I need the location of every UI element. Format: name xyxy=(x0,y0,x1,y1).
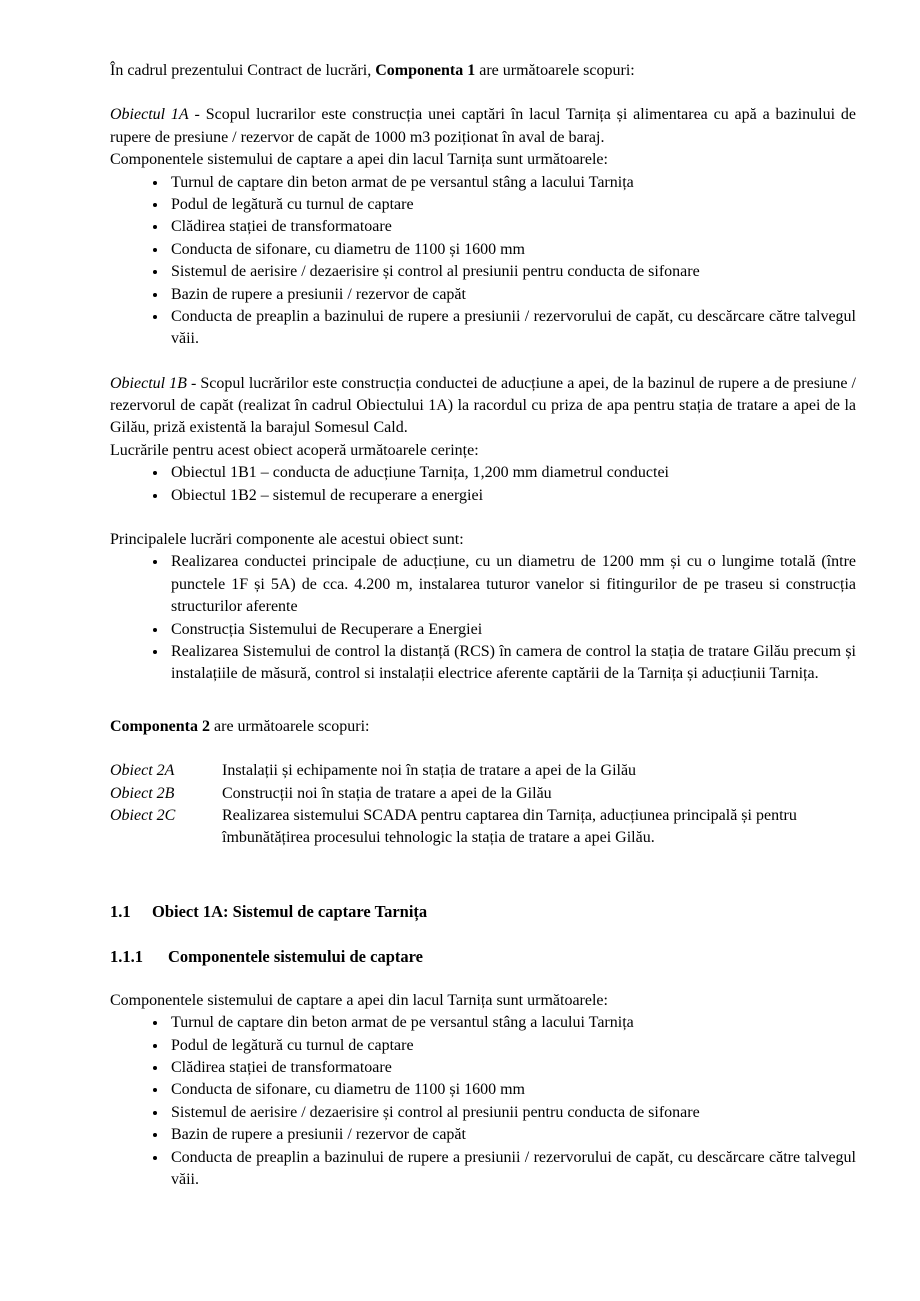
list-item: • Realizarea Sistemului de control la distanță (RCS) în camera de control la stația de tratare Gilău precum și instalațiile de măsură, control si instalații electrice aferente captării de la Tarnița și aducțiunii Tarnița. xyxy=(168,641,856,686)
list-item: • Turnul de captare din beton armat de pe versantul stâng a lacului Tarnița xyxy=(168,172,856,194)
obiect-1a-lead: Componentele sistemului de captare a apei din lacul Tarnița sunt următoarele: xyxy=(110,151,608,169)
list-item: • Clădirea stației de transformatoare xyxy=(168,216,856,238)
list-item: • Sistemul de aerisire / dezaerisire și control al presiunii pentru conducta de sifonare xyxy=(168,1102,856,1124)
list-item: • Conducta de preaplin a bazinului de rupere a presiunii / rezervorului de capăt, cu descărcare către talvegul văii. xyxy=(168,1147,856,1192)
obiect-2c-label: Obiect 2C xyxy=(110,806,176,824)
spacer xyxy=(110,686,856,716)
list-item: • Bazin de rupere a presiunii / rezervor de capăt xyxy=(168,1124,856,1146)
section-number: 1.1.1 xyxy=(110,946,143,966)
intro-text-post: are următoarele scopuri: xyxy=(475,62,635,79)
list-item: • Turnul de captare din beton armat de pe versantul stâng a lacului Tarnița xyxy=(168,1012,856,1034)
spacer xyxy=(110,923,856,945)
componenta-2-paragraph xyxy=(110,716,856,738)
table-row xyxy=(110,783,856,805)
list-item: • Realizarea conductei principale de aducțiune, cu un diametru de 1200 mm și cu o lungime totală (între punctele 1F și 5A) de cca. 4.200 m, instalarea tuturor vanelor si fitingurilor de pe traseu si construcția structurilor aferente xyxy=(168,551,856,618)
componenta-2-table xyxy=(110,760,856,850)
obiect-2b-label: Obiect 2B xyxy=(110,784,175,802)
obiect-1b-paragraph xyxy=(110,373,856,440)
spacer xyxy=(110,738,856,760)
list-item: • Bazin de rupere a presiunii / rezervor de capăt xyxy=(168,284,856,306)
obiect-1a-bullet-list xyxy=(110,172,856,351)
table-row xyxy=(110,805,856,850)
obiect-1a-paragraph xyxy=(110,104,856,149)
intro-paragraph xyxy=(110,60,856,82)
componenta-2-text-post: are următoarele scopuri: xyxy=(210,717,370,735)
obiect-1a-label: Obiectul 1A xyxy=(110,106,189,124)
list-item: • Construcția Sistemului de Recuperare a Energiei xyxy=(168,619,856,641)
intro-text-pre: În cadrul prezentului Contract de lucrări, xyxy=(110,62,376,79)
principale-bullet-list xyxy=(110,551,856,685)
spacer xyxy=(110,82,856,104)
list-item: • Conducta de preaplin a bazinului de rupere a presiunii / rezervorului de capăt, cu descărcare către talvegul văii. xyxy=(168,306,856,351)
captare-bullet-list xyxy=(110,1012,856,1191)
list-item: • Obiectul 1B1 – conducta de aducțiune Tarnița, 1,200 mm diametrul conductei xyxy=(168,462,856,484)
obiect-2a-text: Instalații și echipamente noi în stația de tratare a apei de la Gilău xyxy=(222,762,637,780)
spacer xyxy=(110,507,856,529)
spacer xyxy=(110,850,856,900)
obiect-1a-text: - Scopul lucrarilor este construcția unei captări în lacul Tarnița și alimentarea cu apă a bazinului de rupere de presiune / rezervor de capăt de 1000 m3 poziționat în aval de baraj. xyxy=(110,106,856,146)
obiect-1b-text: - Scopul lucrărilor este construcția conductei de aducțiune a apei, de la bazinul de rupere a de presiune / rezervorul de capăt (realizat în cadrul Obiectului 1A) la racordul cu priza de apa pentru stația de tratare a apei de la Gilău, priză existentă la barajul Somesul Cald. xyxy=(110,374,856,437)
section-heading-1-1 xyxy=(110,900,856,923)
spacer xyxy=(110,968,856,990)
list-item: • Sistemul de aerisire / dezaerisire și control al presiunii pentru conducta de sifonare xyxy=(168,261,856,283)
componenta-1-label: Componenta 1 xyxy=(375,62,476,79)
obiect-1b-lead: Lucrările pentru acest obiect acoperă următoarele cerințe: xyxy=(110,441,479,459)
obiect-2a-label: Obiect 2A xyxy=(110,762,175,780)
section-number: 1.1 xyxy=(110,901,131,921)
spacer xyxy=(110,351,856,373)
obiect-2c-text: Realizarea sistemului SCADA pentru captarea din Tarnița, aducțiunea principală și pentru îmbunătățirea procesului tehnologic la stația de tratare a apei Gilău. xyxy=(222,806,797,847)
list-item: • Conducta de sifonare, cu diametru de 1100 și 1600 mm xyxy=(168,1079,856,1101)
list-item: • Obiectul 1B2 – sistemul de recuperare a energiei xyxy=(168,485,856,507)
list-item: • Clădirea stației de transformatoare xyxy=(168,1057,856,1079)
obiect-1b-bullet-list xyxy=(110,462,856,507)
table-row xyxy=(110,760,856,782)
componenta-2-label: Componenta 2 xyxy=(110,717,211,735)
section-title: Componentele sistemului de captare xyxy=(168,946,423,966)
section-title: Obiect 1A: Sistemul de captare Tarnița xyxy=(152,901,428,921)
section-heading-1-1-1 xyxy=(110,945,856,968)
list-item: • Podul de legătură cu turnul de captare xyxy=(168,194,856,216)
list-item: • Conducta de sifonare, cu diametru de 1100 și 1600 mm xyxy=(168,239,856,261)
list-item: • Podul de legătură cu turnul de captare xyxy=(168,1035,856,1057)
principale-lead: Principalele lucrări componente ale acestui obiect sunt: xyxy=(110,531,464,549)
obiect-2b-text: Construcții noi în stația de tratare a apei de la Gilău xyxy=(222,784,552,802)
captare-lead: Componentele sistemului de captare a apei din lacul Tarnița sunt următoarele: xyxy=(110,991,608,1009)
obiect-1b-label: Obiectul 1B xyxy=(110,374,187,392)
